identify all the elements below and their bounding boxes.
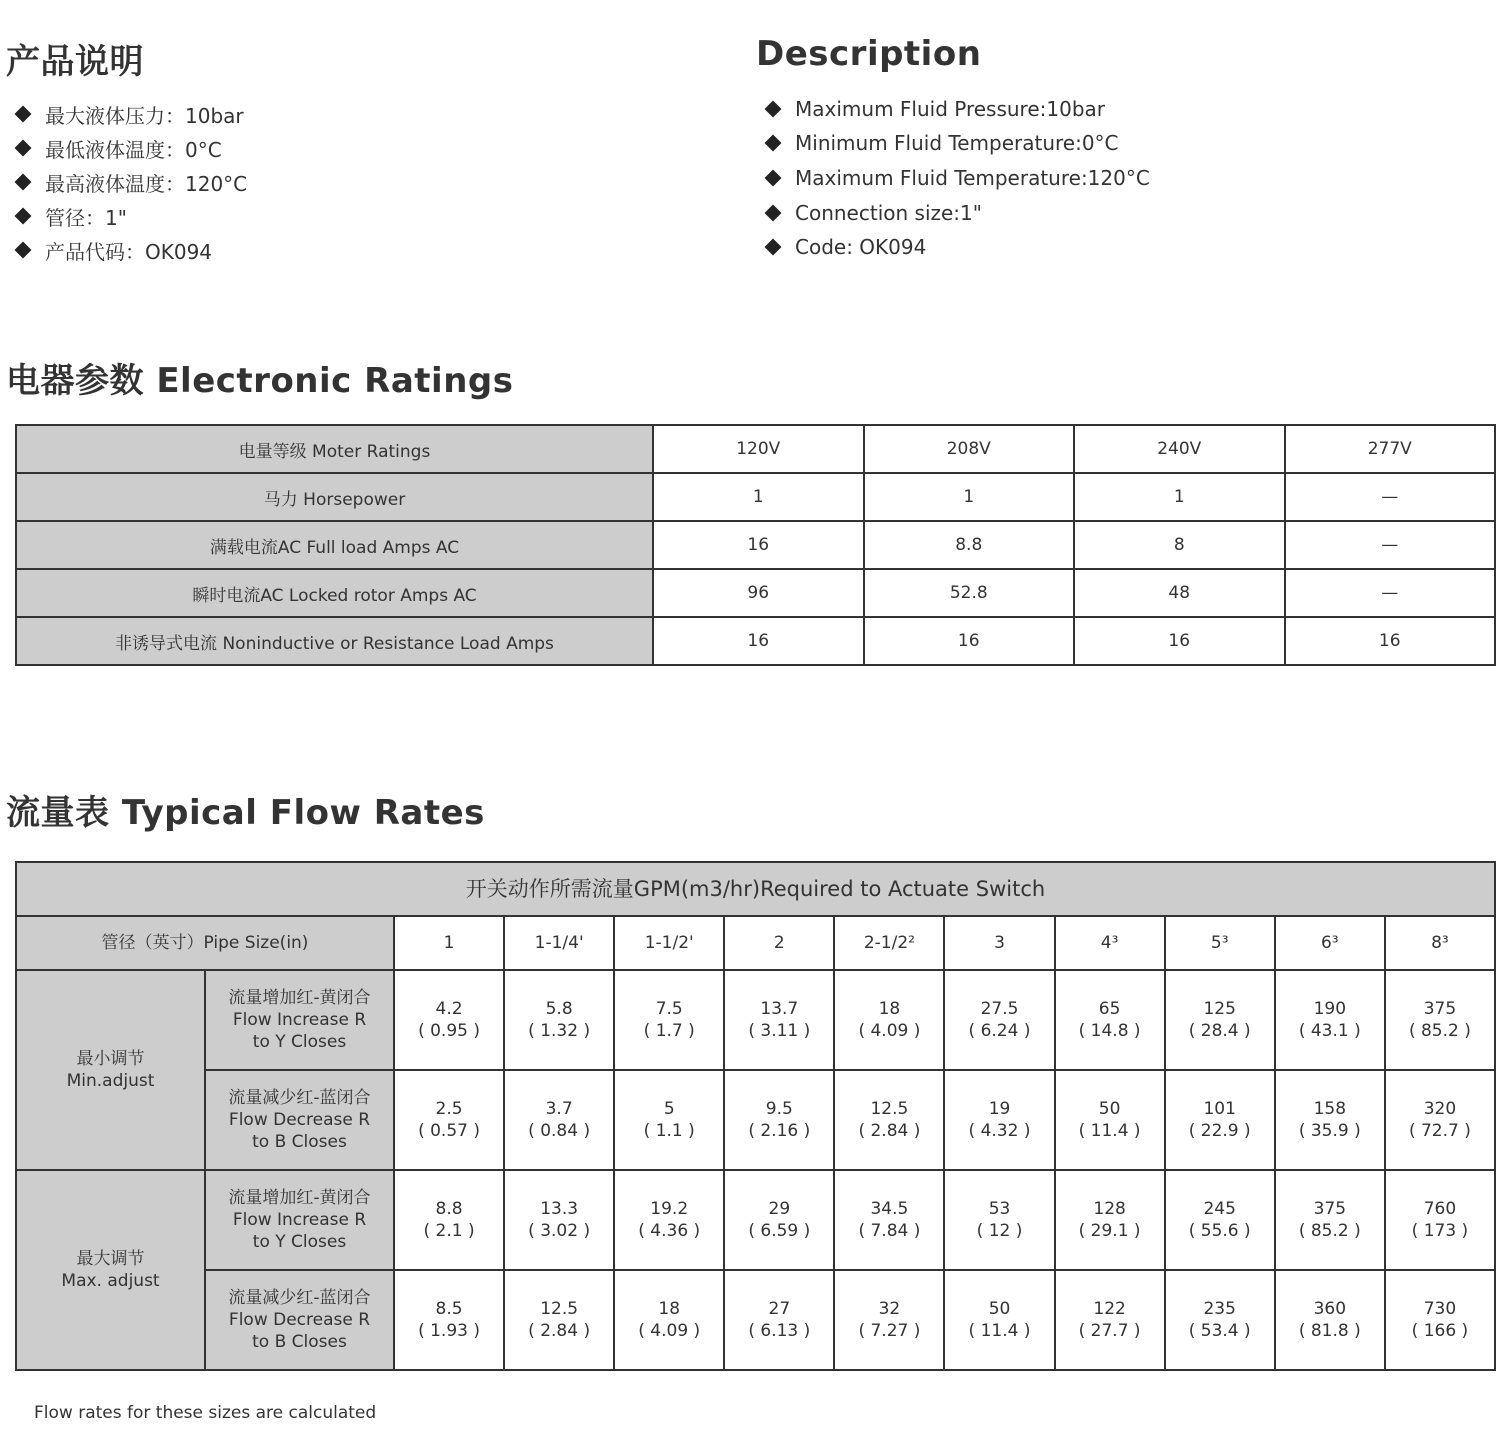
flow-gpm: 12.5 (540, 1299, 579, 1319)
flow-m3hr: ( 3.02 ) (528, 1221, 591, 1241)
pipe-size-cell: 4³ (1055, 916, 1165, 970)
flow-gpm: 12.5 (870, 1099, 909, 1119)
flow-m3hr: ( 85.2 ) (1408, 1021, 1471, 1041)
table-cell: 1 (864, 473, 1075, 521)
pipe-size-cell: 5³ (1165, 916, 1275, 970)
flow-m3hr: ( 85.2 ) (1298, 1221, 1361, 1241)
flow-gpm: 29 (768, 1199, 791, 1219)
condition-label-en: to B Closes (252, 1332, 347, 1352)
flow-value-cell (1275, 1070, 1385, 1170)
pipe-size-cell: 2-1/2² (834, 916, 944, 970)
table-cell: 120V (653, 425, 864, 473)
flow-m3hr: ( 0.95 ) (418, 1021, 481, 1041)
flow-m3hr: ( 1.32 ) (528, 1021, 591, 1041)
flow-m3hr: ( 14.8 ) (1078, 1021, 1141, 1041)
diamond-bullet-icon (765, 135, 782, 152)
flow-m3hr: ( 22.9 ) (1188, 1121, 1251, 1141)
flow-value-cell (614, 970, 724, 1070)
table-cell: — (1285, 521, 1496, 569)
flow-gpm: 190 (1313, 999, 1347, 1019)
flow-gpm: 9.5 (765, 1099, 793, 1119)
table-cell: 1 (1074, 473, 1285, 521)
flow-value-cell (1385, 970, 1495, 1070)
table-cell: 16 (653, 521, 864, 569)
flow-value-cell (394, 970, 504, 1070)
flow-gpm: 2.5 (435, 1099, 463, 1119)
flow-gpm: 18 (658, 1299, 681, 1319)
flow-condition-label (205, 970, 394, 1070)
flow-value-cell (504, 1270, 614, 1370)
en-spec-item: Maximum Fluid Temperature:120°C (762, 160, 1150, 196)
flow-gpm: 101 (1203, 1099, 1236, 1119)
flow-gpm: 13.7 (760, 999, 799, 1019)
row-label: 电量等级 Moter Ratings (16, 425, 653, 473)
diamond-bullet-icon (765, 239, 782, 256)
flow-value-cell (1165, 1170, 1275, 1270)
flow-value-cell (834, 1170, 944, 1270)
flow-gpm: 13.3 (540, 1199, 579, 1219)
flow-value-cell (1165, 1270, 1275, 1370)
condition-label-en: Flow Increase R (232, 1010, 367, 1030)
flow-value-cell (724, 1170, 834, 1270)
flow-m3hr: ( 6.59 ) (748, 1221, 811, 1241)
group-label-cn: 最大调节 (76, 1249, 145, 1269)
flow-m3hr: ( 1.7 ) (643, 1021, 695, 1041)
group-label-en: Max. adjust (61, 1271, 160, 1291)
group-label-en: Min.adjust (66, 1071, 155, 1091)
flow-gpm: 245 (1203, 1199, 1236, 1219)
flow-value-cell (1165, 970, 1275, 1070)
flow-m3hr: ( 0.57 ) (418, 1121, 481, 1141)
flow-m3hr: ( 4.32 ) (968, 1121, 1031, 1141)
row-label: 非诱导式电流 Noninductive or Resistance Load Amps (16, 617, 653, 665)
cn-spec-item: 最大液体压力：10bar (12, 97, 247, 131)
adjust-group-label (16, 1170, 205, 1370)
cn-spec-item: 最低液体温度：0°C (12, 131, 247, 165)
flow-m3hr: ( 0.84 ) (528, 1121, 591, 1141)
diamond-bullet-icon (15, 174, 32, 191)
condition-label-en: to B Closes (252, 1132, 347, 1152)
cn-spec-item: 管径：1" (12, 199, 247, 233)
flow-value-cell (394, 1170, 504, 1270)
flow-value-cell (1055, 1070, 1165, 1170)
table-header-row (16, 862, 1495, 916)
flow-value-cell (1385, 1270, 1495, 1370)
flow-m3hr: ( 4.36 ) (638, 1221, 701, 1241)
flow-m3hr: ( 81.8 ) (1298, 1321, 1361, 1341)
condition-label-cn: 流量增加红-黄闭合 (228, 1188, 371, 1208)
pipe-size-cell: 1-1/4' (504, 916, 614, 970)
adjust-group-label (16, 970, 205, 1170)
flow-condition-label (205, 1270, 394, 1370)
flow-m3hr: ( 6.13 ) (748, 1321, 811, 1341)
condition-label-en: to Y Closes (252, 1232, 347, 1252)
flow-condition-label (205, 1070, 394, 1170)
flow-m3hr: ( 1.1 ) (643, 1121, 695, 1141)
flow-gpm: 3.7 (545, 1099, 573, 1119)
table-cell: 96 (653, 569, 864, 617)
flow-m3hr: ( 11.4 ) (968, 1321, 1031, 1341)
table-row (16, 617, 1495, 665)
flow-m3hr: ( 27.7 ) (1078, 1321, 1141, 1341)
table-cell: 16 (1074, 617, 1285, 665)
flow-gpm: 53 (988, 1199, 1011, 1219)
flow-gpm: 4.2 (435, 999, 463, 1019)
flow-m3hr: ( 3.11 ) (748, 1021, 811, 1041)
table-cell: — (1285, 569, 1496, 617)
flow-value-cell (1275, 1270, 1385, 1370)
table-cell: 208V (864, 425, 1075, 473)
flow-value-cell (1385, 1170, 1495, 1270)
condition-label-en: to Y Closes (252, 1032, 347, 1052)
table-row (16, 970, 1495, 1070)
flow-value-cell (1385, 1070, 1495, 1170)
flow-gpm: 375 (1313, 1199, 1347, 1219)
table-row (16, 1070, 1495, 1170)
flow-value-cell (834, 1070, 944, 1170)
condition-label-en: Flow Increase R (232, 1210, 367, 1230)
table-cell: 240V (1074, 425, 1285, 473)
group-label-cn: 最小调节 (76, 1049, 145, 1069)
en-spec-item: Minimum Fluid Temperature:0°C (762, 126, 1150, 160)
flow-value-cell (1055, 1170, 1165, 1270)
flow-gpm: 730 (1423, 1299, 1457, 1319)
table-cell: 8.8 (864, 521, 1075, 569)
flow-condition-label (205, 1170, 394, 1270)
flow-gpm: 5 (663, 1099, 675, 1119)
table-cell: 52.8 (864, 569, 1075, 617)
flow-gpm: 5.8 (545, 999, 573, 1019)
flow-value-cell (504, 1170, 614, 1270)
cn-spec-item: 产品代码：OK094 (12, 233, 247, 267)
flow-m3hr: ( 6.24 ) (968, 1021, 1031, 1041)
flow-m3hr: ( 29.1 ) (1078, 1221, 1141, 1241)
flow-gpm: 18 (878, 999, 901, 1019)
flow-m3hr: ( 53.4 ) (1188, 1321, 1251, 1341)
flow-m3hr: ( 43.1 ) (1298, 1021, 1361, 1041)
flow-value-cell (1055, 1270, 1165, 1370)
flow-m3hr: ( 7.27 ) (858, 1321, 921, 1341)
electronic-ratings-table (15, 424, 1496, 666)
table-cell: 48 (1074, 569, 1285, 617)
flow-value-cell (834, 1270, 944, 1370)
flow-m3hr: ( 11.4 ) (1078, 1121, 1141, 1141)
condition-label-cn: 流量减少红-蓝闭合 (228, 1288, 371, 1308)
flow-value-cell (834, 970, 944, 1070)
flow-gpm: 235 (1203, 1299, 1236, 1319)
condition-label-en: Flow Decrease R (228, 1110, 371, 1130)
flow-m3hr: ( 2.1 ) (423, 1221, 475, 1241)
flow-value-cell (944, 1270, 1054, 1370)
flow-gpm: 7.5 (655, 999, 683, 1019)
flow-m3hr: ( 173 ) (1411, 1221, 1469, 1241)
flow-gpm: 50 (1098, 1099, 1121, 1119)
en-spec-item: Maximum Fluid Pressure:10bar (762, 92, 1150, 126)
flow-gpm: 8.8 (435, 1199, 463, 1219)
flow-value-cell (1165, 1070, 1275, 1170)
pipe-size-cell: 6³ (1275, 916, 1385, 970)
flow-value-cell (504, 1070, 614, 1170)
flow-gpm: 760 (1423, 1199, 1457, 1219)
flow-gpm: 34.5 (870, 1199, 909, 1219)
flow-value-cell (944, 1170, 1054, 1270)
flow-gpm: 19.2 (650, 1199, 689, 1219)
flow-m3hr: ( 166 ) (1411, 1321, 1469, 1341)
flow-m3hr: ( 4.09 ) (638, 1321, 701, 1341)
flow-m3hr: ( 7.84 ) (858, 1221, 921, 1241)
flow-gpm: 125 (1203, 999, 1236, 1019)
flow-value-cell (394, 1270, 504, 1370)
flow-gpm: 50 (988, 1299, 1011, 1319)
diamond-bullet-icon (15, 106, 32, 123)
table-row (16, 425, 1495, 473)
flow-gpm: 27.5 (980, 999, 1019, 1019)
flow-gpm: 375 (1423, 999, 1457, 1019)
flow-value-cell (724, 1070, 834, 1170)
flow-gpm: 158 (1313, 1099, 1347, 1119)
table-row (16, 521, 1495, 569)
flow-value-cell (1275, 1170, 1385, 1270)
diamond-bullet-icon (15, 140, 32, 157)
flow-gpm: 32 (878, 1299, 901, 1319)
flow-gpm: 128 (1093, 1199, 1126, 1219)
row-label: 满载电流AC Full load Amps AC (16, 521, 653, 569)
diamond-bullet-icon (15, 242, 32, 259)
pipe-size-label: 管径（英寸）Pipe Size(in) (16, 916, 394, 970)
cn-spec-list (12, 97, 247, 267)
en-spec-list (762, 92, 1150, 264)
pipe-size-cell: 2 (724, 916, 834, 970)
flow-gpm: 19 (988, 1099, 1011, 1119)
condition-label-cn: 流量减少红-蓝闭合 (228, 1088, 371, 1108)
flow-value-cell (614, 1270, 724, 1370)
table-cell: 16 (864, 617, 1075, 665)
table-cell: 16 (653, 617, 864, 665)
flow-value-cell (394, 1070, 504, 1170)
pipe-size-cell: 1-1/2' (614, 916, 724, 970)
table-row (16, 1170, 1495, 1270)
flow-rates-table (15, 861, 1496, 1371)
flow-m3hr: ( 55.6 ) (1188, 1221, 1251, 1241)
en-spec-item: Code: OK094 (762, 230, 1150, 264)
table-cell: 8 (1074, 521, 1285, 569)
cn-spec-item: 最高液体温度：120°C (12, 165, 247, 199)
diamond-bullet-icon (765, 170, 782, 187)
flow-value-cell (724, 1270, 834, 1370)
flow-m3hr: ( 2.16 ) (748, 1121, 811, 1141)
diamond-bullet-icon (15, 208, 32, 225)
table-cell: — (1285, 473, 1496, 521)
flow-gpm: 320 (1423, 1099, 1457, 1119)
flow-gpm: 360 (1313, 1299, 1347, 1319)
pipe-size-cell: 3 (944, 916, 1054, 970)
flow-m3hr: ( 1.93 ) (418, 1321, 481, 1341)
row-label: 马力 Horsepower (16, 473, 653, 521)
flow-value-cell (614, 1170, 724, 1270)
flow-m3hr: ( 72.7 ) (1408, 1121, 1471, 1141)
table-cell: 1 (653, 473, 864, 521)
flow-m3hr: ( 4.09 ) (858, 1021, 921, 1041)
flow-gpm: 122 (1093, 1299, 1126, 1319)
table-cell: 16 (1285, 617, 1496, 665)
cn-description-title: 产品说明 (6, 42, 144, 82)
flow-value-cell (944, 1070, 1054, 1170)
diamond-bullet-icon (765, 101, 782, 118)
row-label: 瞬时电流AC Locked rotor Amps AC (16, 569, 653, 617)
electronic-ratings-title: 电器参数 Electronic Ratings (6, 361, 514, 401)
flow-gpm: 8.5 (435, 1299, 463, 1319)
flow-value-cell (1055, 970, 1165, 1070)
flow-value-cell (944, 970, 1054, 1070)
flow-table-header: 开关动作所需流量GPM(m3/hr)Required to Actuate Switch (16, 862, 1495, 916)
flow-value-cell (504, 970, 614, 1070)
pipe-size-row (16, 916, 1495, 970)
flow-footnote: Flow rates for these sizes are calculated (34, 1403, 377, 1423)
flow-m3hr: ( 12 ) (976, 1221, 1023, 1241)
table-row (16, 569, 1495, 617)
en-spec-item: Connection size:1" (762, 196, 1150, 230)
pipe-size-cell: 1 (394, 916, 504, 970)
flow-rates-title: 流量表 Typical Flow Rates (6, 793, 485, 833)
table-cell: 277V (1285, 425, 1496, 473)
flow-value-cell (614, 1070, 724, 1170)
flow-m3hr: ( 2.84 ) (858, 1121, 921, 1141)
flow-m3hr: ( 35.9 ) (1298, 1121, 1361, 1141)
pipe-size-cell: 8³ (1385, 916, 1495, 970)
table-row (16, 1270, 1495, 1370)
table-row (16, 473, 1495, 521)
flow-value-cell (724, 970, 834, 1070)
flow-m3hr: ( 2.84 ) (528, 1321, 591, 1341)
flow-m3hr: ( 28.4 ) (1188, 1021, 1251, 1041)
condition-label-cn: 流量增加红-黄闭合 (228, 988, 371, 1008)
flow-value-cell (1275, 970, 1385, 1070)
flow-gpm: 65 (1098, 999, 1121, 1019)
diamond-bullet-icon (765, 205, 782, 222)
flow-gpm: 27 (768, 1299, 791, 1319)
en-description-title: Description (756, 34, 982, 74)
condition-label-en: Flow Decrease R (228, 1310, 371, 1330)
